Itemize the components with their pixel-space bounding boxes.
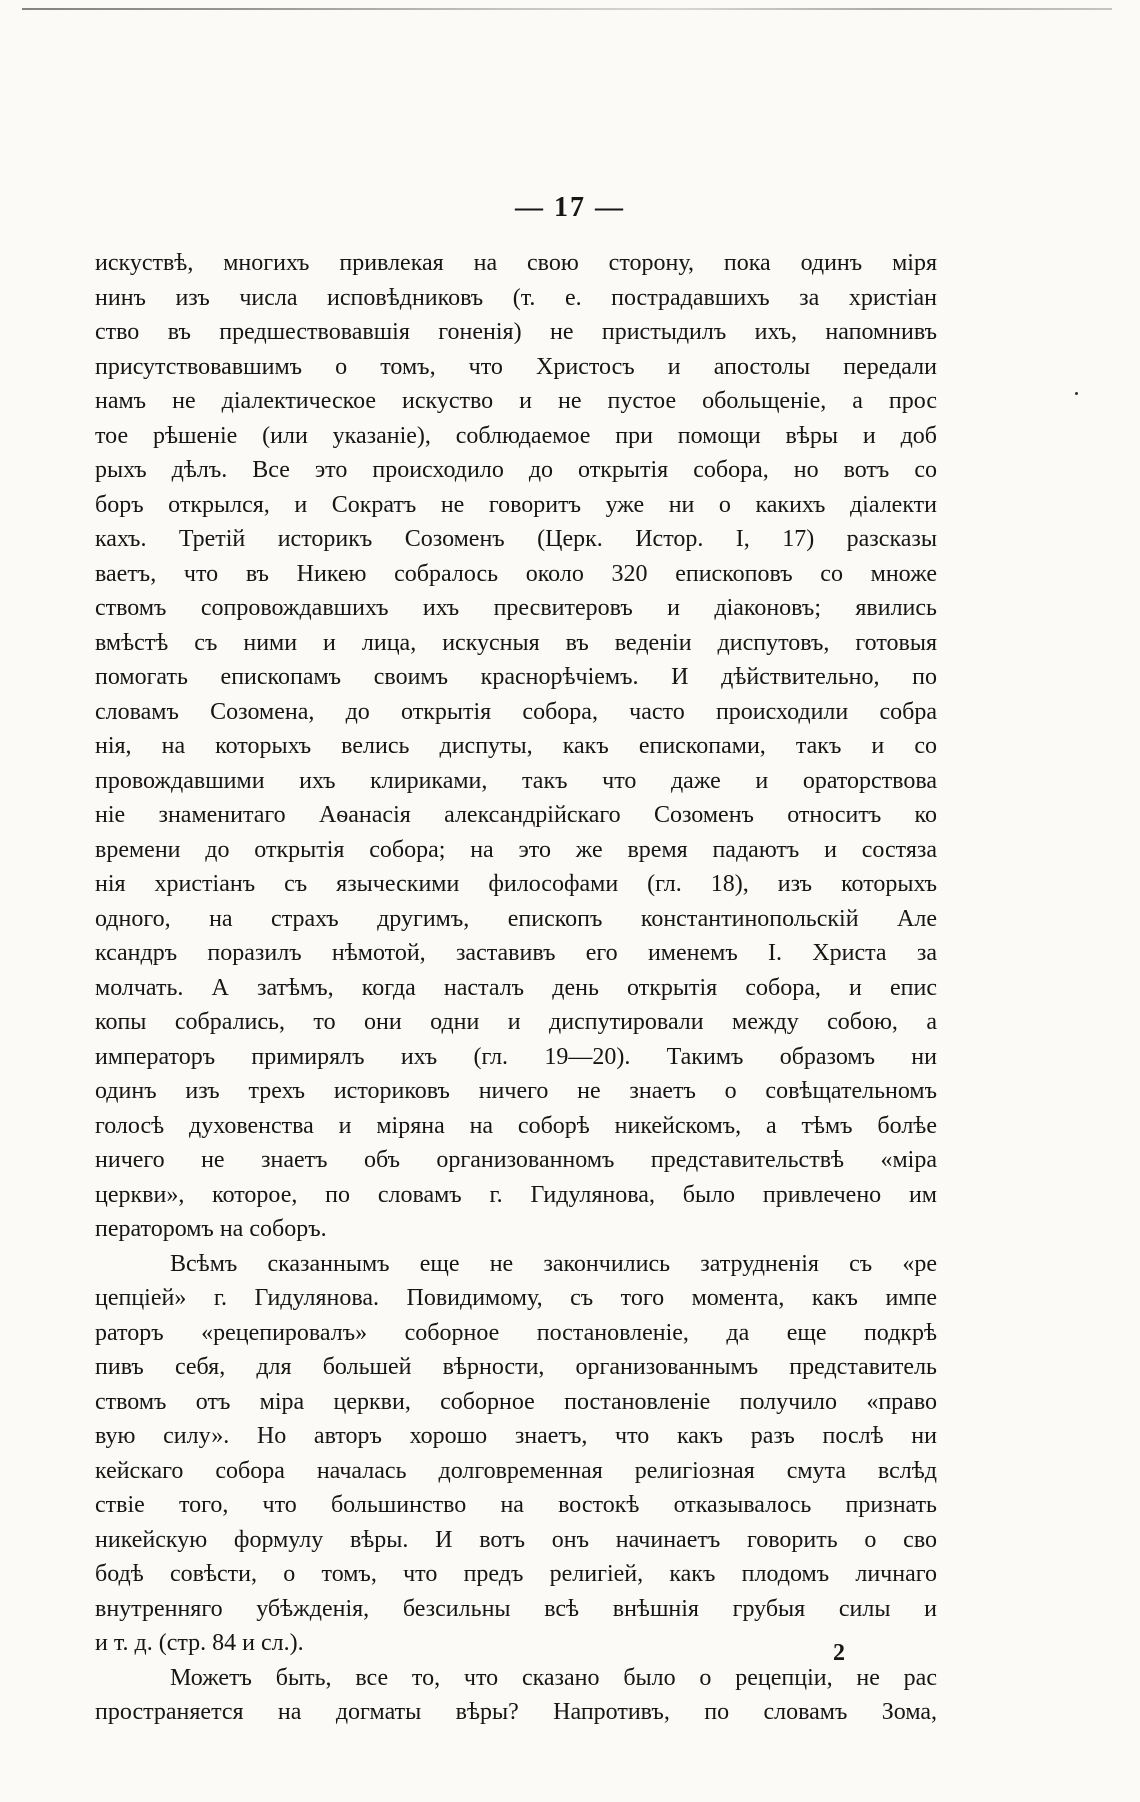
text-line: вую силу». Но авторъ хорошо знаетъ, что какъ разъ послѣ ни: [95, 1423, 937, 1449]
text-line: никейскую формулу вѣры. И вотъ онъ начинаетъ говорить о сво: [95, 1526, 937, 1553]
paragraph-first-line: Всѣмъ сказаннымъ еще не закончились затрудненія съ «ре: [170, 1250, 937, 1277]
text-line: пивъ себя, для большей вѣрности, организованнымъ представитель: [95, 1354, 937, 1380]
text-line: ствомъ отъ міра церкви, соборное постановленіе получило «право: [95, 1388, 937, 1415]
text-line: ніе знаменитаго Аѳанасія александрійскаго Созоменъ относитъ ко: [95, 802, 937, 828]
text-line: нія, на которыхъ велись диспуты, какъ епископами, такъ и со: [95, 733, 937, 759]
text-line: ператоромъ на соборъ.: [95, 1216, 327, 1242]
text-line: искуствѣ, многихъ привлекая на свою сторону, пока одинъ міря: [95, 250, 937, 276]
text-line: и т. д. (стр. 84 и сл.).: [95, 1630, 304, 1656]
text-line: цепціей» г. Гидулянова. Повидимому, съ того момента, какъ импе: [95, 1285, 937, 1311]
text-line: внутренняго убѣжденія, безсильны всѣ внѣшнія грубыя силы и: [95, 1595, 937, 1622]
text-line: вмѣстѣ съ ними и лица, искусныя въ веденіи диспутовъ, готовыя: [95, 629, 937, 656]
text-line: ничего не знаетъ объ организованномъ представительствѣ «міра: [95, 1147, 937, 1173]
text-line: пространяется на догматы вѣры? Напротивъ, по словамъ Зома,: [95, 1699, 937, 1725]
text-line: времени до открытія собора; на это же время падаютъ и состяза: [95, 836, 937, 863]
text-line: ствіе того, что большинство на востокѣ отказывалось признать: [95, 1492, 937, 1518]
text-line: церкви», которое, по словамъ г. Гидулянова, было привлечено им: [95, 1181, 937, 1208]
text-line: голосѣ духовенства и міряна на соборѣ никейскомъ, а тѣмъ болѣе: [95, 1112, 937, 1139]
top-edge-rule: [22, 8, 1112, 10]
text-line: императоръ примирялъ ихъ (гл. 19—20). Такимъ образомъ ни: [95, 1043, 937, 1070]
text-line: намъ не діалектическое искуство и не пустое обольщеніе, а прос: [95, 388, 937, 414]
text-line: нинъ изъ числа исповѣдниковъ (т. е. пострадавшихъ за христіан: [95, 284, 937, 311]
text-line: одинъ изъ трехъ историковъ ничего не знаетъ о совѣщательномъ: [95, 1078, 937, 1104]
text-line: кахъ. Третій историкъ Созоменъ (Церк. Истор. I, 17) разсказы: [95, 526, 937, 552]
text-line: кейскаго собора началась долговременная религіозная смута вслѣд: [95, 1457, 937, 1484]
scan-speck: [1075, 392, 1078, 395]
text-line: провождавшими ихъ клириками, такъ что даже и ораторствова: [95, 767, 937, 794]
text-line: рыхъ дѣлъ. Все это происходило до открытія собора, но вотъ со: [95, 457, 937, 483]
text-line: помогать епископамъ своимъ краснорѣчіемъ. И дѣйствительно, по: [95, 664, 937, 690]
page-number: — 17 —: [515, 192, 625, 223]
text-line: тое рѣшеніе (или указаніе), соблюдаемое при помощи вѣры и доб: [95, 422, 937, 449]
text-line: нія христіанъ съ языческими философами (гл. 18), изъ которыхъ: [95, 871, 937, 897]
text-line: раторъ «рецепировалъ» соборное постановленіе, да еще подкрѣ: [95, 1319, 937, 1346]
text-line: копы собрались, то они одни и диспутировали между собою, а: [95, 1009, 937, 1035]
signature-mark: 2: [833, 1640, 845, 1666]
text-line: присутствовавшимъ о томъ, что Христосъ и апостолы передали: [95, 353, 937, 380]
text-line: ствомъ сопровождавшихъ ихъ пресвитеровъ и діаконовъ; явились: [95, 595, 937, 621]
paragraph-first-line: Можетъ быть, все то, что сказано было о рецепціи, не рас: [170, 1664, 937, 1691]
text-line: молчать. А затѣмъ, когда насталъ день открытія собора, и епис: [95, 974, 937, 1001]
text-line: боръ открылся, и Сократъ не говоритъ уже ни о какихъ діалекти: [95, 491, 937, 518]
text-line: словамъ Созомена, до открытія собора, часто происходили собра: [95, 698, 937, 725]
body-text: [95, 246, 937, 1730]
text-line: ство въ предшествовавшія гоненія) не пристыдилъ ихъ, напомнивъ: [95, 319, 937, 345]
text-line: бодѣ совѣсти, о томъ, что предъ религіей, какъ плодомъ личнаго: [95, 1561, 937, 1587]
text-line: одного, на страхъ другимъ, епископъ константинопольскій Але: [95, 905, 937, 932]
text-line: ксандръ поразилъ нѣмотой, заставивъ его именемъ І. Христа за: [95, 940, 937, 966]
text-line: ваетъ, что въ Никею собралось около 320 епископовъ со множе: [95, 560, 937, 587]
